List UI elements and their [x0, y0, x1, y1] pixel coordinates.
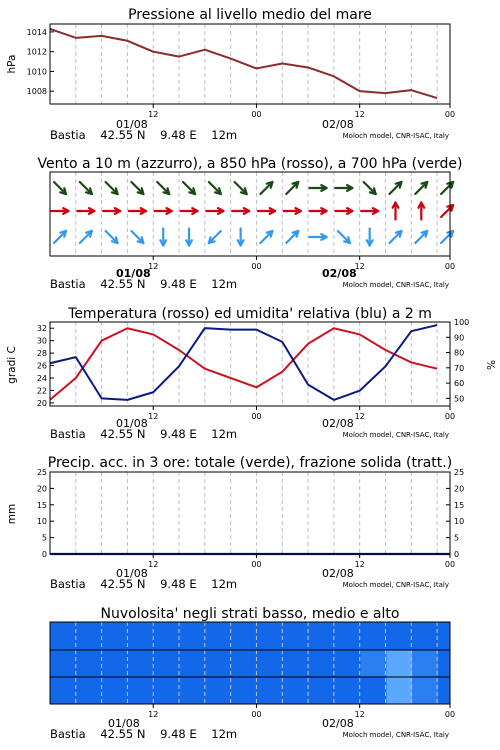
wind-arrows — [52, 182, 454, 246]
pressure-credit: Moloch model, CNR-ISAC, Italy — [342, 132, 449, 140]
precip-xticks — [148, 554, 455, 569]
wind-arrow — [160, 229, 166, 246]
x-tick-label: 00 — [251, 560, 262, 569]
wind-date-2: 02/08 — [322, 267, 357, 280]
x-tick-label: 12 — [148, 710, 159, 719]
y-tick-label: 28 — [36, 349, 47, 359]
x-tick-label: 00 — [444, 560, 456, 569]
temperature-line — [50, 328, 437, 400]
y-tick-label: 100 — [454, 318, 470, 327]
x-tick-label: 00 — [251, 262, 262, 271]
precip-yticks-right — [446, 468, 464, 559]
y-tick-label: 1010 — [26, 67, 47, 77]
wind-arrow — [260, 231, 272, 243]
pressure-ylabel: hPa — [6, 54, 18, 74]
x-tick-label: 00 — [251, 710, 262, 719]
x-tick-label: 12 — [354, 560, 365, 569]
x-tick-label: 12 — [354, 262, 365, 271]
wind-arrow — [235, 182, 247, 194]
wind-arrow — [54, 182, 66, 194]
temperature-frame — [50, 322, 450, 406]
wind-xticks — [148, 256, 455, 271]
wind-arrow — [103, 208, 120, 214]
wind-arrow — [155, 208, 172, 214]
precip-location: Bastia 42.55 N 9.48 E 12m — [50, 577, 238, 591]
wind-arrow — [418, 203, 424, 220]
precip-date-1: 01/08 — [116, 567, 148, 580]
cloud-panel — [50, 606, 455, 741]
y-tick-label: 26 — [36, 361, 47, 371]
y-tick-label: 10 — [36, 517, 47, 527]
x-tick-label: 00 — [251, 110, 262, 119]
wind-arrow — [131, 231, 143, 243]
precip-yticks-left — [37, 468, 54, 559]
pressure-location: Bastia 42.55 N 9.48 E 12m — [50, 128, 238, 142]
y-tick-label: 20 — [36, 398, 47, 408]
cloud-cell — [386, 650, 412, 677]
wind-arrow — [284, 208, 301, 214]
x-tick-label: 12 — [354, 412, 365, 421]
y-tick-label: 90 — [454, 333, 465, 343]
y-tick-label: 15 — [454, 500, 465, 510]
wind-arrow — [286, 231, 298, 243]
x-tick-label: 00 — [444, 110, 456, 119]
pressure-panel — [6, 7, 455, 142]
y-tick-label: 30 — [36, 336, 47, 346]
precip-panel — [6, 455, 464, 591]
y-tick-label: 5 — [454, 533, 460, 543]
x-tick-label: 00 — [251, 412, 262, 421]
x-tick-label: 12 — [354, 710, 365, 719]
y-tick-label: 50 — [454, 394, 465, 404]
wind-arrow — [206, 208, 223, 214]
wind-arrow — [367, 229, 373, 246]
y-tick-label: 80 — [454, 348, 465, 358]
x-tick-label: 00 — [444, 710, 456, 719]
y-tick-label: 5 — [41, 533, 47, 543]
wind-arrow — [441, 231, 453, 243]
pressure-date-1: 01/08 — [116, 118, 148, 131]
wind-arrow — [393, 203, 399, 220]
temperature-title: Temperatura (rosso) ed umidita' relativa (blu) a 2 m — [68, 306, 432, 322]
precip-credit: Moloch model, CNR-ISAC, Italy — [342, 581, 449, 589]
wind-arrow — [209, 231, 221, 243]
wind-arrow — [441, 205, 453, 217]
cloud-xticks — [148, 704, 455, 719]
wind-arrow — [157, 182, 169, 194]
wind-arrow — [54, 231, 66, 243]
y-tick-label: 60 — [454, 379, 465, 389]
wind-arrow — [389, 231, 401, 243]
cloud-credit: Moloch model, CNR-ISAC, Italy — [342, 731, 449, 739]
x-tick-label: 12 — [148, 412, 159, 421]
wind-arrow — [415, 182, 427, 194]
wind-arrow — [232, 208, 249, 214]
wind-location: Bastia 42.55 N 9.48 E 12m — [50, 277, 238, 291]
cloud-title: Nuvolosita' negli strati basso, medio e alto — [100, 606, 400, 622]
wind-arrow — [186, 229, 192, 246]
pressure-xticks — [148, 104, 455, 119]
temperature-date-2: 02/08 — [322, 417, 354, 430]
temperature-date-1: 01/08 — [116, 417, 148, 430]
temperature-credit: Moloch model, CNR-ISAC, Italy — [342, 431, 449, 439]
wind-arrow — [52, 208, 69, 214]
wind-arrow — [310, 234, 327, 240]
x-tick-label: 12 — [148, 262, 159, 271]
precip-title: Precip. acc. in 3 ore: totale (verde), frazione solida (tratt.) — [47, 455, 453, 471]
cloud-location: Bastia 42.55 N 9.48 E 12m — [50, 727, 238, 741]
wind-arrow — [361, 208, 378, 214]
pressure-series — [50, 29, 437, 98]
wind-arrow — [209, 182, 221, 194]
temperature-xticks — [148, 406, 455, 421]
cloud-cell — [386, 677, 412, 704]
x-tick-label: 12 — [148, 560, 159, 569]
wind-arrow — [106, 231, 118, 243]
y-tick-label: 25 — [454, 468, 465, 477]
wind-title: Vento a 10 m (azzurro), a 850 hPa (rosso), a 700 hPa (verde) — [37, 156, 463, 172]
wind-arrow — [310, 208, 327, 214]
y-tick-label: 25 — [36, 468, 47, 477]
x-tick-label: 12 — [354, 110, 365, 119]
humidity-ylabel: % — [484, 360, 496, 370]
y-tick-label: 70 — [454, 363, 465, 373]
temperature-gridlines — [76, 322, 437, 406]
pressure-date-2: 02/08 — [322, 118, 354, 131]
x-tick-label: 12 — [148, 110, 159, 119]
wind-arrow — [131, 182, 143, 194]
wind-panel — [37, 156, 462, 291]
x-tick-label: 00 — [444, 412, 456, 421]
cloud-cell — [412, 677, 438, 704]
y-tick-label: 32 — [36, 324, 47, 334]
wind-arrow — [415, 231, 427, 243]
x-tick-label: 00 — [444, 262, 456, 271]
wind-arrow — [77, 208, 94, 214]
wind-arrow — [129, 208, 146, 214]
wind-arrow — [260, 182, 272, 194]
y-tick-label: 1008 — [26, 87, 47, 97]
y-tick-label: 1014 — [26, 27, 47, 37]
wind-arrow — [389, 182, 401, 194]
pressure-line — [50, 29, 437, 98]
y-tick-label: 24 — [36, 374, 47, 383]
precip-frame — [50, 472, 450, 554]
y-tick-label: 1012 — [26, 47, 47, 57]
y-tick-label: 20 — [36, 484, 47, 494]
y-tick-label: 0 — [41, 550, 47, 559]
pressure-title: Pressione al livello medio del mare — [128, 7, 372, 23]
humidity-line — [50, 325, 437, 400]
y-tick-label: 15 — [36, 500, 47, 510]
wind-arrow — [238, 229, 244, 246]
precip-ylabel: mm — [6, 503, 18, 525]
wind-arrow — [441, 182, 453, 194]
y-tick-label: 20 — [454, 484, 465, 494]
temperature-humidity-series — [50, 325, 437, 400]
cloud-cell — [412, 650, 438, 677]
wind-arrow — [335, 185, 352, 191]
y-tick-label: 22 — [36, 386, 47, 396]
temperature-location: Bastia 42.55 N 9.48 E 12m — [50, 427, 238, 441]
y-tick-label: 10 — [454, 517, 465, 527]
humidity-yticks — [446, 318, 469, 403]
y-tick-label: 0 — [454, 550, 460, 559]
wind-arrow — [80, 182, 92, 194]
wind-arrow — [286, 182, 298, 194]
temperature-yticks — [37, 324, 54, 408]
wind-date-1: 01/08 — [116, 267, 151, 280]
wind-arrow — [310, 185, 327, 191]
temperature-panel — [6, 306, 496, 441]
wind-arrow — [106, 182, 118, 194]
cloud-date-1: 01/08 — [108, 717, 140, 730]
wind-arrow — [258, 208, 275, 214]
wind-gridlines — [76, 172, 437, 256]
cloud-cells — [50, 622, 450, 704]
wind-arrow — [80, 231, 92, 243]
wind-arrow — [181, 208, 198, 214]
cloud-cell — [361, 650, 387, 677]
cloud-date-2: 02/08 — [322, 717, 354, 730]
wind-credit: Moloch model, CNR-ISAC, Italy — [342, 281, 449, 289]
wind-arrow — [338, 231, 350, 243]
temperature-ylabel: gradi C — [6, 346, 18, 384]
wind-arrow — [183, 182, 195, 194]
wind-arrow — [335, 208, 352, 214]
precip-date-2: 02/08 — [322, 567, 354, 580]
wind-arrow — [364, 182, 376, 194]
precip-gridlines — [76, 472, 437, 554]
